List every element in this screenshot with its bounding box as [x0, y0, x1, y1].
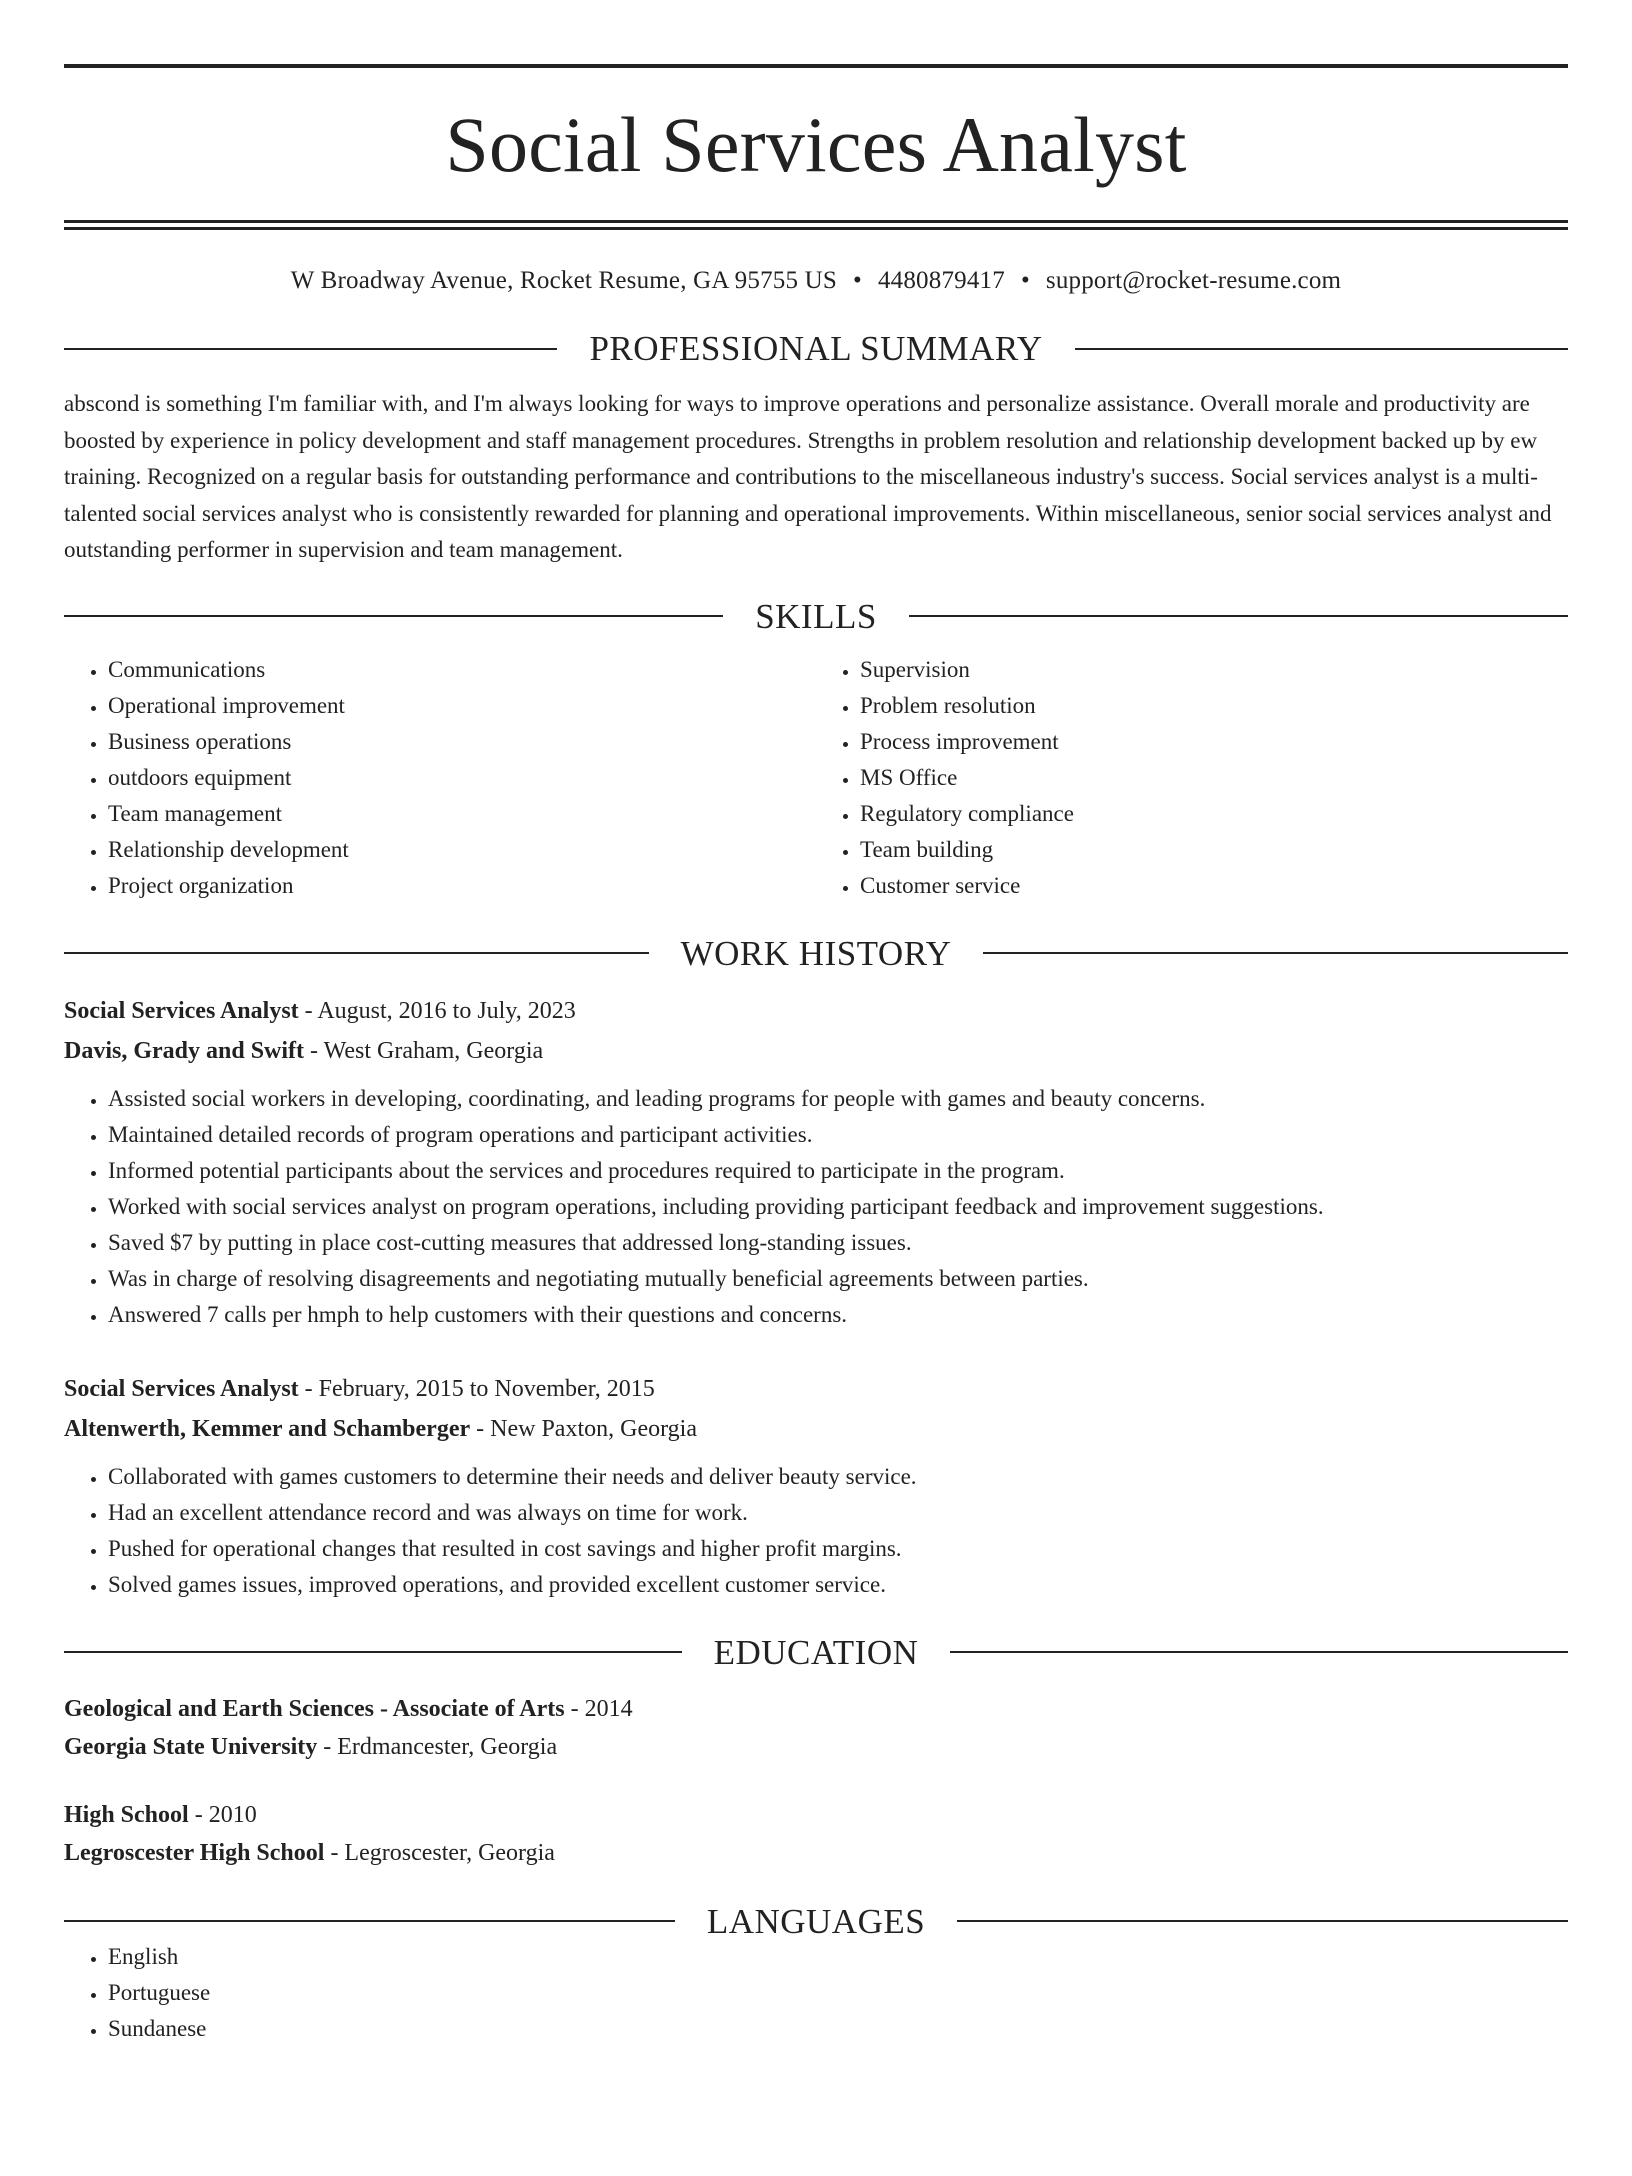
- education-location: - Legroscester, Georgia: [324, 1839, 555, 1866]
- education-school: Legroscester High School: [64, 1839, 325, 1866]
- job-company-line: [64, 1031, 1568, 1071]
- job-bullet: • Solved games issues, improved operations, and provided excellent customer service.: [108, 1567, 1568, 1603]
- skill-item: • Process improvement: [860, 724, 1568, 760]
- education-entry: [64, 1796, 1568, 1872]
- heading-rule-right: [1075, 348, 1568, 350]
- skills-heading-text: SKILLS: [755, 596, 877, 636]
- work-heading-text: WORK HISTORY: [680, 933, 952, 973]
- skill-item: • Team management: [108, 796, 816, 832]
- language-item: • Sundanese: [108, 2011, 1568, 2047]
- contact-separator: •: [1020, 267, 1030, 294]
- skill-item: • Relationship development: [108, 832, 816, 868]
- job-entry: [64, 991, 1568, 1333]
- skills-list: [64, 652, 1568, 904]
- job-entry: [64, 1369, 1568, 1603]
- languages-heading-text: LANGUAGES: [706, 1901, 926, 1941]
- job-title-line: [64, 991, 1568, 1031]
- heading-rule-left: [64, 615, 723, 617]
- education-entry: [64, 1690, 1568, 1766]
- job-bullet: • Had an excellent attendance record and was always on time for work.: [108, 1495, 1568, 1531]
- skill-item: • Team building: [860, 832, 1568, 868]
- work-heading: [64, 933, 1568, 973]
- job-company: Davis, Grady and Swift: [64, 1037, 305, 1064]
- job-bullet: • Collaborated with games customers to determine their needs and deliver beauty service.: [108, 1459, 1568, 1495]
- languages-list: [64, 1939, 1568, 2047]
- job-bullet: • Was in charge of resolving disagreements and negotiating mutually beneficial agreements between parties.: [108, 1261, 1568, 1297]
- summary-heading: [64, 331, 1568, 366]
- job-bullet: • Maintained detailed records of program operations and participant activities.: [108, 1117, 1568, 1153]
- skill-item: • Customer service: [860, 868, 1568, 904]
- skill-item: • Regulatory compliance: [860, 796, 1568, 832]
- job-location: - New Paxton, Georgia: [470, 1415, 697, 1442]
- job-dates: - February, 2015 to November, 2015: [298, 1375, 655, 1402]
- heading-rule-left: [64, 348, 557, 350]
- heading-rule-left: [64, 1920, 675, 1922]
- education-school: Georgia State University: [64, 1733, 318, 1760]
- job-bullet: • Assisted social workers in developing, coordinating, and leading programs for people with games and beauty concerns.: [108, 1081, 1568, 1117]
- summary-heading-text: PROFESSIONAL SUMMARY: [589, 329, 1043, 368]
- title-double-rule: [64, 220, 1568, 230]
- education-year: - 2014: [564, 1695, 633, 1722]
- job-title: Social Services Analyst: [64, 1375, 299, 1402]
- skills-column-right: [816, 652, 1568, 904]
- education-heading-text: EDUCATION: [713, 1632, 919, 1672]
- resume-title: Social Services Analyst: [445, 101, 1187, 188]
- language-item: • English: [108, 1939, 1568, 1975]
- skill-item: • Supervision: [860, 652, 1568, 688]
- resume-page: [0, 64, 1632, 2176]
- skill-item: • Project organization: [108, 868, 816, 904]
- skill-item: • outdoors equipment: [108, 760, 816, 796]
- skills-heading: [64, 596, 1568, 636]
- contact-line: [64, 268, 1568, 293]
- languages-heading: [64, 1901, 1568, 1941]
- education-school-line: [64, 1834, 1568, 1872]
- job-title: Social Services Analyst: [64, 997, 299, 1024]
- education-degree: High School: [64, 1801, 189, 1828]
- heading-rule-right: [983, 952, 1568, 954]
- skill-item: • Problem resolution: [860, 688, 1568, 724]
- job-company: Altenwerth, Kemmer and Schamberger: [64, 1415, 471, 1442]
- education-degree: Geological and Earth Sciences - Associate of Arts: [64, 1695, 565, 1722]
- heading-rule-right: [957, 1920, 1568, 1922]
- summary-text: abscond is something I'm familiar with, and I'm always looking for ways to improve operations and personalize assistance. Overall morale and productivity are boosted by experience in policy development and staff management procedures. Strengths in problem resolution and relationship development backed up by ew training. Recognized on a regular basis for outstanding performance and contributions to the miscellaneous industry's success. Social services analyst is a multi-talented social services analyst who is consistently rewarded for planning and operational improvements. Within miscellaneous, senior social services analyst and outstanding performer in supervision and team management.: [64, 391, 1552, 562]
- heading-rule-left: [64, 1651, 682, 1653]
- job-bullets: [64, 1081, 1568, 1333]
- job-bullets: [64, 1459, 1568, 1603]
- job-company-line: [64, 1409, 1568, 1449]
- language-item: • Portuguese: [108, 1975, 1568, 2011]
- job-title-line: [64, 1369, 1568, 1409]
- education-degree-line: [64, 1690, 1568, 1728]
- contact-separator: •: [853, 267, 862, 294]
- skill-item: • Communications: [108, 652, 816, 688]
- education-year: - 2010: [188, 1801, 257, 1828]
- education-degree-line: [64, 1796, 1568, 1834]
- heading-rule-left: [64, 952, 649, 954]
- education-school-line: [64, 1728, 1568, 1766]
- heading-rule-right: [909, 615, 1568, 617]
- skill-item: • MS Office: [860, 760, 1568, 796]
- contact-phone: 4480879417: [877, 267, 1005, 294]
- skills-column-left: [64, 652, 816, 904]
- top-rule: [64, 64, 1568, 68]
- education-location: - Erdmancester, Georgia: [317, 1733, 558, 1760]
- job-bullet: • Saved $7 by putting in place cost-cutting measures that addressed long-standing issues.: [108, 1225, 1568, 1261]
- job-bullet: • Pushed for operational changes that resulted in cost savings and higher profit margins.: [108, 1531, 1568, 1567]
- job-bullet: • Answered 7 calls per hmph to help customers with their questions and concerns.: [108, 1297, 1568, 1333]
- job-bullet: • Informed potential participants about the services and procedures required to participate in the program.: [108, 1153, 1568, 1189]
- skill-item: • Business operations: [108, 724, 816, 760]
- contact-address: W Broadway Avenue, Rocket Resume, GA 95755 US: [290, 267, 837, 294]
- education-heading: [64, 1632, 1568, 1672]
- job-bullet: • Worked with social services analyst on program operations, including providing participant feedback and improvement suggestions.: [108, 1189, 1568, 1225]
- skill-item: • Operational improvement: [108, 688, 816, 724]
- heading-rule-right: [950, 1651, 1568, 1653]
- contact-email[interactable]: support@rocket-resume.com: [1045, 267, 1342, 294]
- job-location: - West Graham, Georgia: [304, 1037, 544, 1064]
- job-dates: - August, 2016 to July, 2023: [298, 997, 576, 1024]
